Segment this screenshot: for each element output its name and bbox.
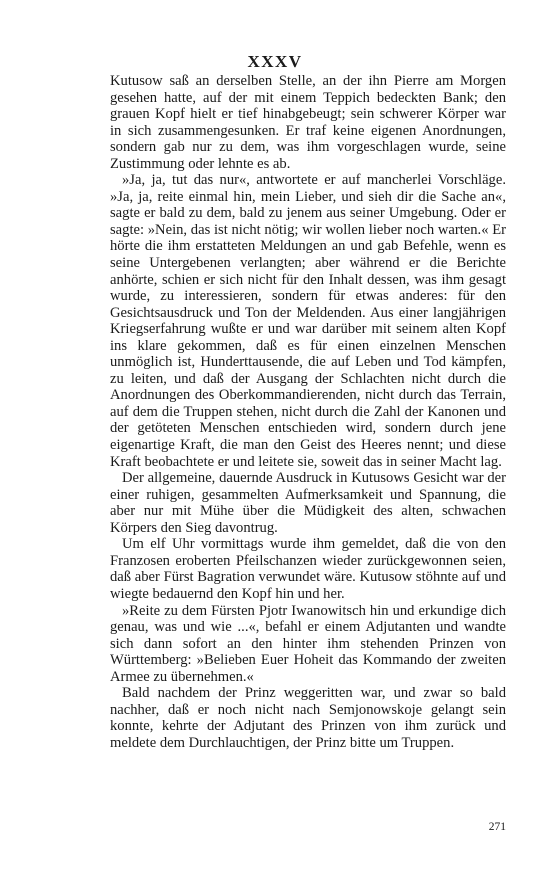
paragraph: »Ja, ja, tut das nur«, antwortete er auf mancherlei Vorschläge. »Ja, ja, reite einmal hin, mein Lieber, und sieh dir die Sache an«, sagte er bald zu dem, bald zu jenem aus seiner Umgebung. Oder er sagte: »Nein, das ist nicht nötig; wir wollen lieber noch warten.« Er hörte die ihm erstatteten Meldungen an und gab Befehle, wenn es seine Untergebenen verlangten; aber während er die Berichte anhörte, schien er sich nicht für den Inhalt dessen, was ihm gesagt wurde, zu interessieren, sondern für etwas anderes: für den Gesichtsausdruck und Ton der Meldenden. Aus einer langjährigen Kriegserfahrung wußte er und war darüber mit seinem alten Kopf ins klare gekommen, daß es für einen einzelnen Menschen unmöglich ist, Hunderttausende, die auf Leben und Tod kämpfen, zu leiten, und daß der Ausgang der Schlachten nicht durch die Anordnungen des Oberkommandierenden, nicht durch das Terrain, auf dem die Truppen stehen, nicht durch die Zahl der Kanonen und der getöteten Menschen entschieden wird, sondern durch jene eigenartige Kraft, die man den Geist des Heeres nennt; und diese Kraft beobachtete er und leitete sie, soweit das in seiner Macht lag. bbox=[110, 172, 506, 470]
body-text bbox=[110, 73, 506, 751]
chapter-title: XXXV bbox=[247, 52, 303, 71]
paragraph: Kutusow saß an derselben Stelle, an der ihn Pierre am Morgen gesehen hatte, auf der mit einem Teppich bedeckten Bank; den grauen Kopf hielt er tief hinabgebeugt; sein schwerer Körper war in sich zusammengesunken. Er traf keine eigenen Anordnungen, sondern gab nur zu dem, was ihm vorgeschlagen wurde, seine Zustimmung oder lehnte es ab. bbox=[110, 73, 506, 172]
page-number: 271 bbox=[488, 821, 506, 833]
paragraph: Der allgemeine, dauernde Ausdruck in Kutusows Gesicht war der einer ruhigen, gesammelten Aufmerksamkeit und Spannung, die aber nur mit Mühe über die Müdigkeit des alten, schwachen Körpers den Sieg davontrug. bbox=[110, 470, 506, 536]
paragraph: »Reite zu dem Fürsten Pjotr Iwanowitsch hin und erkundige dich genau, was und wie ...«, befahl er einem Adjutanten und wandte sich dann sofort an den hinter ihm stehenden Prinzen von Württemberg: »Belieben Euer Hoheit das Kommando der zweiten Armee zu übernehmen.« bbox=[110, 602, 506, 685]
paragraph: Um elf Uhr vormittags wurde ihm gemeldet, daß die von den Franzosen eroberten Pfeilschanzen wieder zurückgewonnen seien, daß aber Fürst Bagration verwundet wäre. Kutusow stöhnte auf und wiegte bedauernd den Kopf hin und her. bbox=[110, 536, 506, 602]
paragraph: Bald nachdem der Prinz weggeritten war, und zwar so bald nachher, daß er noch nicht nach Semjonowskoje gelangt sein konnte, kehrte der Adjutant des Prinzen von ihm zurück und meldete dem Durchlauchtigen, der Prinz bitte um Truppen. bbox=[110, 685, 506, 751]
